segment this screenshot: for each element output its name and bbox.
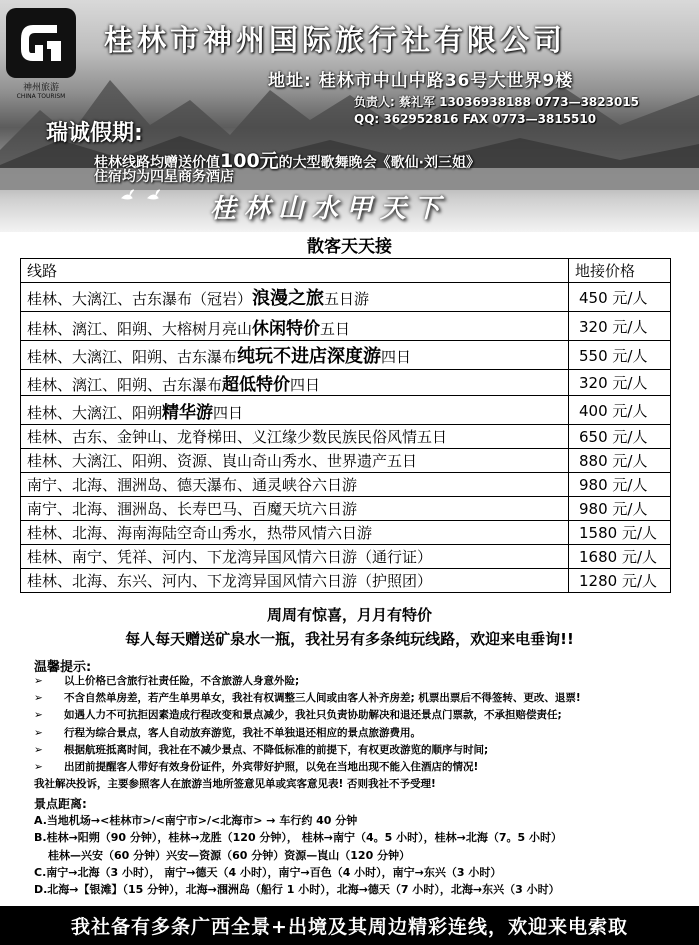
table-row	[21, 545, 671, 569]
route-cell: 桂林、漓江、阳朔、古东瀑布超低特价四日	[21, 370, 569, 396]
table-row	[21, 521, 671, 545]
price-cell: 980 元/人	[569, 497, 671, 521]
table-row	[21, 312, 671, 341]
list-item: ➢ 根据航班抵离时间，我社在不减少景点、不降低标准的前提下，有权更改游览的顺序与时间;	[34, 742, 694, 759]
swans-icon	[118, 186, 178, 206]
col-header-route: 线路	[21, 259, 569, 283]
table-row	[21, 497, 671, 521]
table-row	[21, 425, 671, 449]
price-cell: 880 元/人	[569, 449, 671, 473]
list-item: 桂林—兴安（60 分钟）兴安—资源（60 分钟）资源—崀山（120 分钟）	[48, 848, 411, 862]
price-cell: 1280 元/人	[569, 569, 671, 593]
arrow-bullet-icon: ➢	[34, 726, 43, 739]
price-cell: 320 元/人	[569, 312, 671, 341]
route-highlight: 休闲特价	[252, 318, 321, 339]
table-row	[21, 396, 671, 425]
company-logo	[6, 8, 82, 100]
arrow-bullet-icon: ➢	[34, 709, 43, 722]
list-item: ➢ 以上价格已含旅行社责任险，不含旅游人身意外险;	[34, 673, 694, 690]
price-cell: 1680 元/人	[569, 545, 671, 569]
arrow-bullet-icon: ➢	[34, 743, 43, 756]
route-price-table	[20, 258, 671, 593]
price-cell: 320 元/人	[569, 370, 671, 396]
route-cell: 桂林、大漓江、古东瀑布（冠岩）浪漫之旅五日游	[21, 283, 569, 312]
distances-title: 景点距离:	[34, 797, 87, 811]
contact-person: 负责人: 蔡礼军 13036938188 0773—3823015	[354, 95, 640, 109]
promo-title: 瑞诚假期:	[46, 121, 143, 146]
table-row	[21, 569, 671, 593]
route-highlight: 精华游	[162, 402, 214, 423]
logo-mark-icon	[6, 8, 76, 78]
price-cell: 650 元/人	[569, 425, 671, 449]
slogan-calligraphy: 桂林山水甲天下	[210, 194, 449, 224]
arrow-bullet-icon: ➢	[34, 761, 43, 774]
table-row	[21, 449, 671, 473]
tips-list	[34, 673, 694, 793]
complaint-note: 我社解决投诉，主要参照客人在旅游当地所签意见单或宾客意见表! 否则我社不予受理!	[34, 778, 436, 791]
list-item: ➢ 行程为综合景点，客人自动放弃游览，我社不单独退还相应的景点旅游费用。	[34, 725, 694, 742]
price-cell: 1580 元/人	[569, 521, 671, 545]
route-cell: 桂林、漓江、阳朔、大榕树月亮山休闲特价五日	[21, 312, 569, 341]
route-highlight: 纯玩不进店深度游	[237, 346, 382, 367]
list-item: ➢ 出团前提醒客人带好有效身份证件，外宾带好护照，以免在当地出现不能入住酒店的情况!	[34, 759, 694, 776]
route-cell: 南宁、北海、涠洲岛、长寿巴马、百魔天坑六日游	[21, 497, 569, 521]
distances-list	[34, 812, 694, 898]
company-address: 地址: 桂林市中山中路36号大世界9楼	[268, 71, 574, 91]
weekly-surprise: 周周有惊喜，月月有特价	[266, 606, 432, 624]
list-item: C.南宁→北海（3 小时）， 南宁→德天（4 小时），南宁→百色（4 小时），南宁→东兴（3 小时）	[34, 865, 502, 879]
water-offer: 每人每天赠送矿泉水一瓶，我社另有多条纯玩线路，欢迎来电垂询!!	[125, 630, 574, 648]
promo-line-post: 的大型歌舞晚会《歌仙·刘三姐》	[278, 155, 480, 171]
route-highlight: 浪漫之旅	[252, 288, 325, 309]
list-item: A.当地机场→<桂林市>/<南宁市>/<北海市> → 车行约 40 分钟	[34, 814, 358, 827]
route-cell: 桂林、大漓江、阳朔、古东瀑布纯玩不进店深度游四日	[21, 341, 569, 370]
promo-line-pre: 桂林线路均赠送价值	[94, 155, 220, 171]
price-cell: 980 元/人	[569, 473, 671, 497]
arrow-bullet-icon: ➢	[34, 675, 43, 687]
route-cell: 桂林、古东、金钟山、龙脊梯田、义江缘少数民族民俗风情五日	[21, 425, 569, 449]
route-cell: 桂林、北海、海南海陆空奇山秀水，热带风情六日游	[21, 521, 569, 545]
logo-caption: 神州旅游	[22, 83, 59, 93]
route-cell: 桂林、大漓江、阳朔、资源、崀山奇山秀水、世界遗产五日	[21, 449, 569, 473]
route-cell: 桂林、北海、东兴、河内、下龙湾异国风情六日游（护照团）	[21, 569, 569, 593]
list-item: ➢ 不含自然单房差，若产生单男单女，我社有权调整三人间或由客人补齐房差; 机票出票后不得签转、更改、退票!	[34, 690, 694, 707]
arrow-bullet-icon: ➢	[34, 692, 43, 705]
table-row	[21, 473, 671, 497]
daily-tours-title: 散客天天接	[307, 237, 392, 257]
logo-caption-en: CHINA TOURISM	[16, 93, 66, 100]
company-name: 桂林市神州国际旅行社有限公司	[104, 23, 567, 57]
promo-line-value: 100元	[220, 150, 279, 172]
table-row	[21, 341, 671, 370]
list-item: D.北海→【银滩】（15 分钟），北海→涠洲岛（船行 1 小时），北海→德天（7 小时），北海→东兴（3 小时）	[34, 883, 560, 897]
route-cell: 桂林、南宁、凭祥、河内、下龙湾异国风情六日游（通行证）	[21, 545, 569, 569]
footer-banner: 我社备有多条广西全景+出境及其周边精彩连线，欢迎来电索取	[0, 906, 699, 945]
table-header-row	[21, 259, 671, 283]
promo-line-hotel: 住宿均为四星商务酒店	[94, 169, 234, 185]
route-highlight: 超低特价	[222, 375, 291, 395]
price-cell: 450 元/人	[569, 283, 671, 312]
tips-title: 温馨提示:	[34, 660, 92, 675]
price-cell: 550 元/人	[569, 341, 671, 370]
price-cell: 400 元/人	[569, 396, 671, 425]
col-header-price: 地接价格	[569, 259, 671, 283]
route-cell: 桂林、大漓江、阳朔精华游四日	[21, 396, 569, 425]
header-banner	[0, 0, 699, 232]
table-row	[21, 283, 671, 312]
list-item: ➢ 如遇人力不可抗拒因素造成行程改变和景点减少，我社只负责协助解决和退还景点门票款，不承担赔偿责任;	[34, 707, 694, 724]
route-cell: 南宁、北海、涠洲岛、德天瀑布、通灵峡谷六日游	[21, 473, 569, 497]
qq-fax: QQ: 362952816 FAX 0773—3815510	[354, 112, 597, 126]
table-row	[21, 370, 671, 396]
list-item: B.桂林→阳朔（90 分钟），桂林→龙胜（120 分钟）， 桂林→南宁（4。5 小时），桂林→北海（7。5 小时）	[34, 831, 562, 845]
contact-info	[354, 94, 694, 128]
